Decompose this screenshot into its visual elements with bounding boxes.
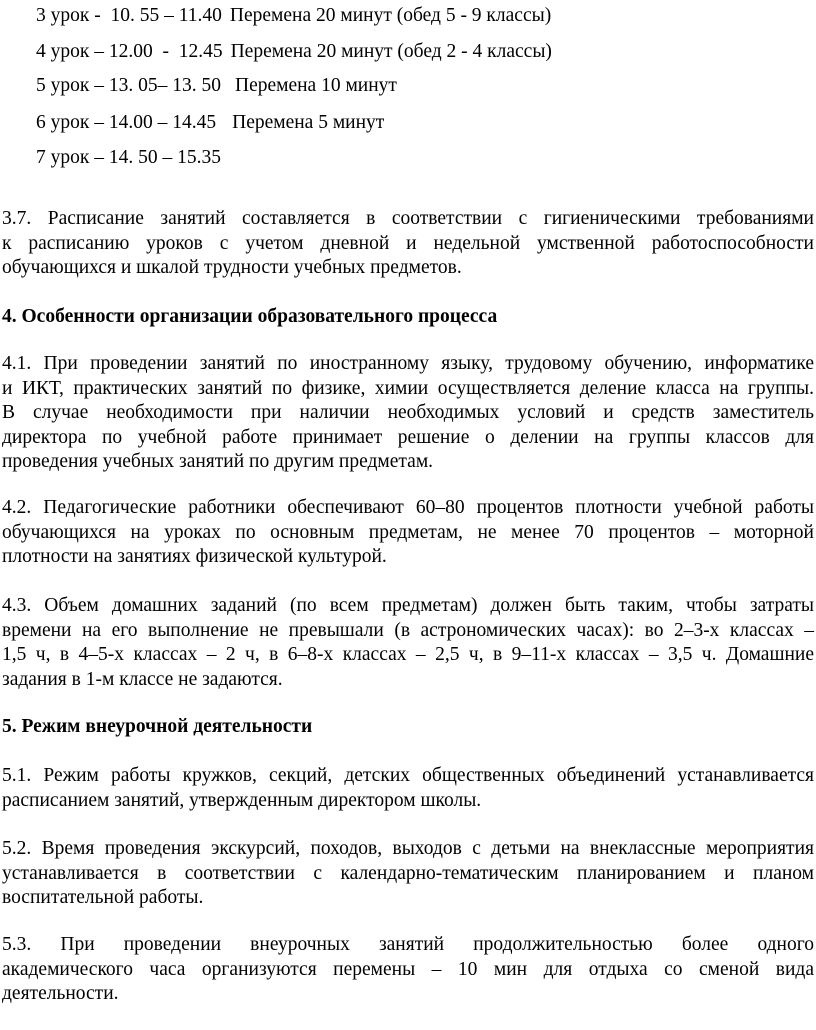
text-line: к расписанию уроков с учетом дневной и недельной умственной работоспособности: [2, 232, 814, 254]
paragraph-4-1: [2, 352, 814, 475]
text-line: расписанием занятий, утвержденным директором школы.: [2, 789, 482, 811]
paragraph-5-1: [2, 764, 814, 813]
text-line: проведения учебных занятий по другим предметам.: [2, 451, 434, 472]
schedule-line-5: [36, 74, 397, 98]
text-line: В случае необходимости при наличии необходимых условий и средств заместитель: [2, 402, 814, 423]
break-info: Перемена 20 минут (обед 5 - 9 классы): [229, 5, 552, 26]
paragraph-4-2: [2, 496, 814, 570]
break-info: Перемена 20 минут (обед 2 - 4 классы): [230, 41, 552, 62]
paragraph-3-7: [2, 207, 814, 281]
paragraph-5-3: [2, 933, 814, 1007]
text-line: обучающихся и шкалой трудности учебных предметов.: [2, 257, 462, 278]
text-line: академического часа организуются перемены – 10 мин для отдыха со сменой вида: [2, 958, 814, 980]
section-heading-4: 4. Особенности организации образовательного процесса: [2, 306, 498, 327]
text-line: 4.2. Педагогические работники обеспечивают 60–80 процентов плотности учебной работы: [2, 497, 814, 518]
schedule-line-6: [36, 111, 384, 135]
schedule-line-7: [36, 146, 221, 170]
text-line: времени на его выполнение не превышали (в астрономических часах): во 2–3-х классах –: [2, 619, 814, 641]
paragraph-4-3: [2, 594, 814, 692]
text-line: 5.1. Режим работы кружков, секций, детских общественных объединений устанавливается: [2, 765, 814, 786]
text-line: задания в 1-м классе не задаются.: [2, 668, 283, 690]
text-line: 3.7. Расписание занятий составляется в соответствии с гигиеническими требованиями: [2, 208, 814, 229]
text-line: устанавливается в соответствии с календарно-тематическим планированием и планом: [2, 862, 814, 884]
text-line: деятельности.: [2, 983, 119, 1004]
text-line: 4.1. При проведении занятий по иностранному языку, трудовому обучению, информатике: [2, 353, 814, 374]
text-line: 1,5 ч, в 4–5-х классах – 2 ч, в 6–8-х классах – 2,5 ч, в 9–11-х классах – 3,5 ч. Домашние: [2, 644, 814, 665]
text-line: воспитательной работы.: [2, 887, 204, 908]
text-line: и ИКТ, практических занятий по физике, химии осуществляется деление класса на группы.: [2, 377, 814, 399]
text-line: 5.3. При проведении внеурочных занятий продолжительностью более одного: [2, 934, 814, 955]
lesson-time: 4 урок – 12.00 - 12.45: [36, 41, 223, 62]
lesson-time: 7 урок – 14. 50 – 15.35: [36, 147, 221, 168]
lesson-time: 3 урок - 10. 55 – 11.40: [36, 5, 222, 26]
lesson-time: 6 урок – 14.00 – 14.45: [36, 112, 217, 133]
schedule-line-4: [36, 40, 552, 64]
break-info: Перемена 10 минут: [234, 75, 397, 96]
section-heading-5: 5. Режим внеурочной деятельности: [2, 716, 313, 737]
break-info: Перемена 5 минут: [232, 112, 385, 133]
text-line: 4.3. Объем домашних заданий (по всем предметам) должен быть таким, чтобы затраты: [2, 595, 814, 616]
text-line: плотности на занятиях физической культурой.: [2, 546, 387, 567]
schedule-line-3: [36, 4, 551, 28]
text-line: директора по учебной работе принимает решение о делении на группы классов для: [2, 426, 814, 448]
text-line: 5.2. Время проведения экскурсий, походов, выходов с детьми на внеклассные мероприятия: [2, 838, 814, 859]
paragraph-5-2: [2, 837, 814, 911]
text-line: обучающихся на уроках по основным предметам, не менее 70 процентов – моторной: [2, 521, 814, 543]
lesson-time: 5 урок – 13. 05– 13. 50: [36, 75, 221, 96]
